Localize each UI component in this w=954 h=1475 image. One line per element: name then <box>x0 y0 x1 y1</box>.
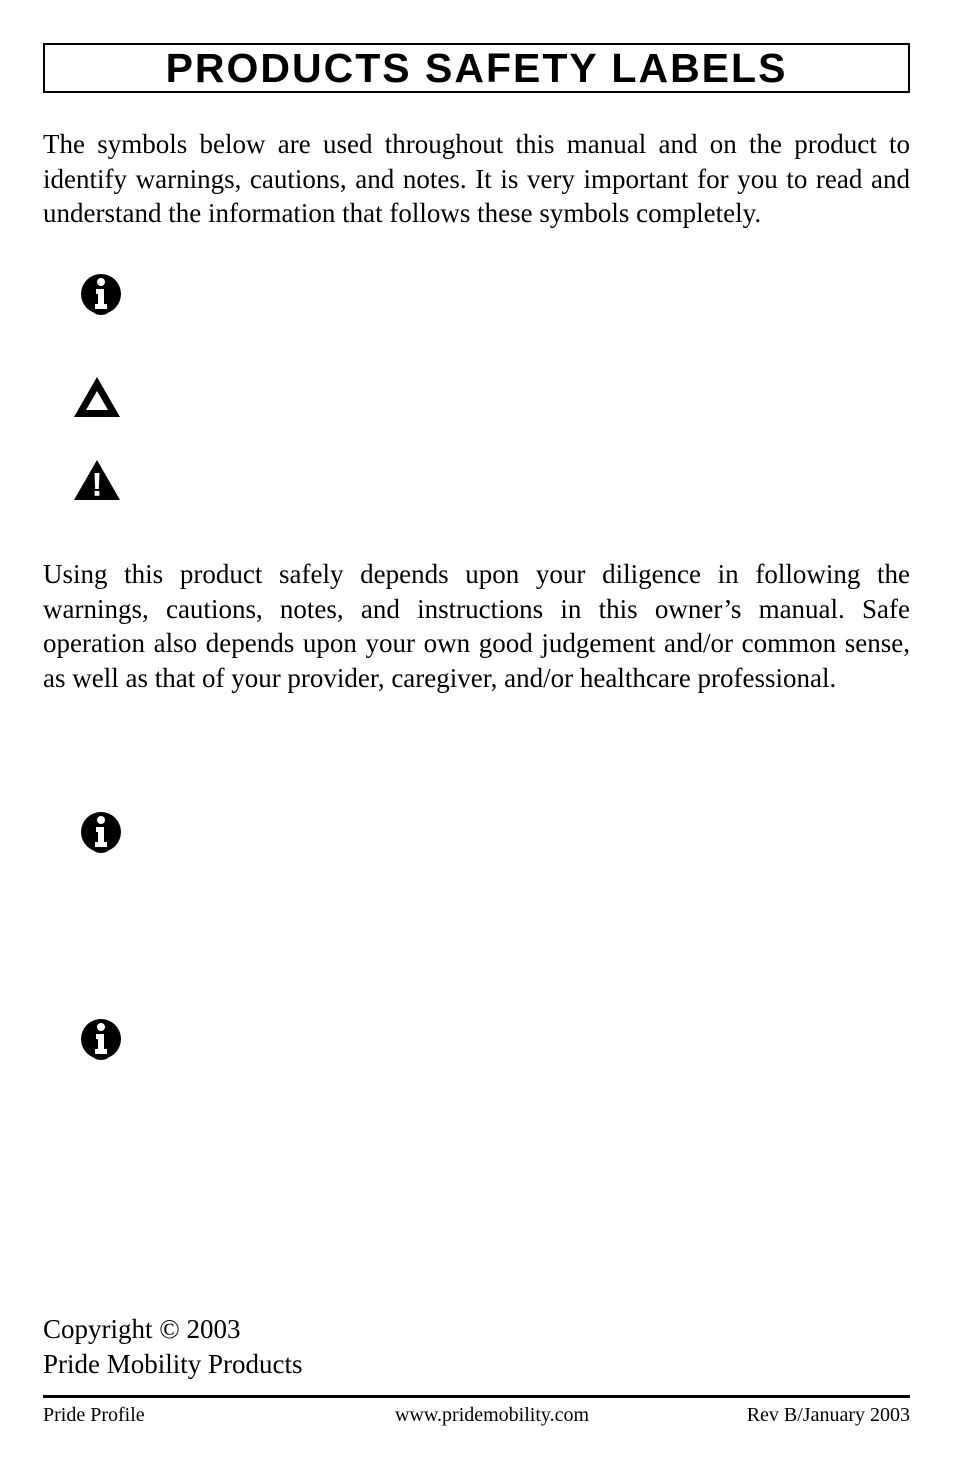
caution-triangle-icon <box>72 375 122 419</box>
info-icon <box>78 809 124 855</box>
footer-divider <box>43 1395 910 1398</box>
warning-triangle-icon <box>72 458 122 502</box>
copyright-line: Copyright © 2003 <box>43 1314 241 1344</box>
intro-paragraph: The symbols below are used throughout this manual and on the product to identify warnings, cautions, and notes. It is very important for you to read and understand the information that follows these symbols completely. <box>43 129 910 229</box>
info-icon <box>78 1016 124 1062</box>
footer-website-link[interactable]: www.pridemobility.com <box>395 1404 590 1426</box>
info-icon <box>78 271 124 317</box>
page-title: PRODUCTS SAFETY LABELS <box>165 44 788 91</box>
footer-revision: Rev B/January 2003 <box>746 1404 910 1426</box>
footer-product-name: Pride Profile <box>43 1404 145 1426</box>
safety-paragraph: Using this product safely depends upon your diligence in following the warnings, cautions, notes, and instructions in this owner’s manual. Safe operation also depends upon your own good judgement and/or common sense, as well as that of your provider, caregiver, and/or healthcare professional. <box>43 559 910 693</box>
company-name: Pride Mobility Products <box>43 1349 303 1379</box>
copyright-block <box>43 1312 303 1382</box>
page-title-box <box>43 43 910 93</box>
